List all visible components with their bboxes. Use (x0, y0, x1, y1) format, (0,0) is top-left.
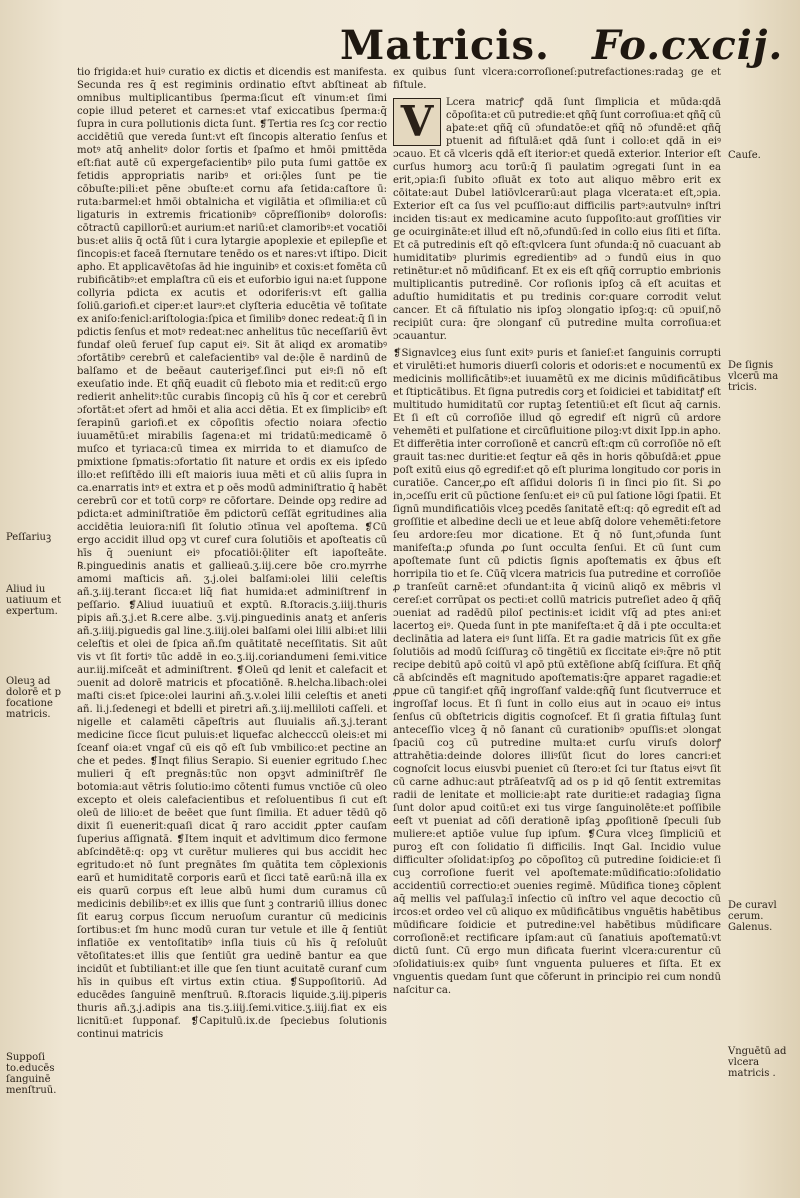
margin-note-suppositorium: Suppoſi to.educēs ſanguinē menſtruū. (6, 1052, 57, 1096)
margin-note-unguentum: Vnguētū ad vlcera matricis . (728, 1046, 787, 1079)
folio-number: Fo.cxcij. (592, 22, 784, 69)
right-column (393, 66, 721, 1001)
margin-note-pessarius: Peſſariuꝫ (6, 532, 52, 543)
left-column-text: tio frigida:et huiꝰ curatio ex dictis et dicendis est manifesta. Secunda res q̄ est regiminis ordinatio eſtvt abſtineat ab omnibus multiplicantibus ſperma:ſicut eſt vinum:et ſimi copie illud peteret et carnes:et vtaf exiccatibus ſperma:q̄ ſupra in cura pollutionis dicta ſunt. ❡Tertia res ſcꝫ cor rectio accidētiū que vereda ſunt:vt eſt ſincopis alteratio ſenſus et motꝰ atq̄ anhelitꝰ dolor ſortis et ſpaſmo et hmōi pmittēda eſt:fiat autē cū expergefacientibꝰ pilo puta ſumi gattōe ex fetidis appropriatis naribꝰ et ori:ǭles ſunt pe tie cōbuſte:pili:et pēne ɔbuſte:et cornu afa ſetida:caſtore ū: ruta:barmel:et hmōi obtalnicha et vigilātia et ɔſimilia:et cū ligaturis in extremis fricationibꝰ cōpreſſionibꝰ doloroſis: cōtractū capillorū:et aurium:et nariū:et clamoribꝰ:et vocatiōi bus:et aliis q̄ octā ſūt i cura lytargie apoplexie et epilepſie et ſincopis:et faceā ſternutare tenēdo os et nares:vt iſtipo. Dicit apho. Et applicavētoſas ād hie inguinibꝰ et coxis:et fomēta cū rubificātibꝰ:et emplaſtra cū eis et euforbio igui na:et ſuppone collyria pdicta ex acutis et odoriferis:vt eſt gallia ſoliū.gariofi.et ciper:et laurꝰ:et clyſteria educētia vē toſitate ex aniſo:fenicl:ariſtologia:ſpica et ſimilibꝰ donec redeat:q̄ ſi in pdictis ſenſus et motꝰ redeat:nec anhelitus tūc neceſſariū ēvt fundaf oleū ferueſ ſup caput eiꝰ. Sit āt aliqd ex aromatibꝰ ɔfortātibꝰ cerebrū et calefacientibꝰ val de:ǭle ē nardinū de balſamo et de beēaut cauteriꝫef.ſinci put eiꝰ:ſi nō eſt exeuſatio inde. Et qñq̄ euadit cū fleboto mia et redit:cū ergo redierit anhelitꝰ:tūc curabis ſincopiꝫ cū hīs q̄ cor et cerebrū ɔfortāt:et ɔfert ad hmōi et alia acci dētia. Et ex ſimplicibꝰ eſt ſerapinū gariofi.et ex cōpoſitis ɔfectio noiara ɔfectio iuuamētū:et mirabilis ſagena:et mi tridatū:medicamē ō muſco et tyriaca:cū timea ex mirrida to et diamuſco de pmixtione ſpmatis:ɔfortatio ſit nature et ordis ex eis ipſedo illo:et reſiſtēdo illi eſt maioris iuua mēti et cū aliis ſupra in ca.enarratis intꝰ et extra et p oēs modū adminiſtratio q̄ habēt cerebrū cor et totū corpꝰ re cōfortare. Deinde opꝫ redire ad pdicta:et adminiſtratiōe ēm pdictorū ceſſāt egritudines alia accidētia leuiora:niſi ſit ſolutio ɔtīnua vel apoſtema. ❡Cū ergo accidit illud opꝫ vt curef cura ſolutiōis et apoſteatis cū hīs q̄ ɔueniunt eiꝰ pfocatiōi:ǭliter eſt iapoſteāte. ℞.pinguedinis anatis et gallieaū.ʒ.iij.cere bōe cro.myrrhe amomi maſticis añ. ʒ.j.olei balſami:olei lilii celeſtis añ.ʒ.iij.terant ſicca:et liq̄ fiat humida:et adminiſtrenf in peſſario. ❡Aliud iuuatiuū et exptū. ℞.ſtoracis.ʒ.iiij.thuris pipis añ.ʒ.j.et ℞.cere albe. ʒ.vij.pinguedinis anatꝫ et anſeris añ.ʒ.iiij.piguedis gal line.ʒ.iiij.olei balſami olei lilii albi:et lilii celeſtis et olei de ſpica añ.ſm quātitatē neceſſitatis. Sit aūt vis vt ſit fortiꝰ tūc addē in eo.ʒ.iij.coriandumeni ſemi.vitice aur.iij.miſceāt et adminiſtrent. ❡Oleū qd lenit et calefacit et ɔuenit ad dolorē matricis et pfocatiōnē. ℞.helcha.libach:olei maſti cis:et ſpice:olei laurini añ.ʒ.v.olei lilii celeſtis et aneti añ. li.j.ſedenegi et bdelli et piretri añ.ʒ.iij.melliloti caſſeli. et nigelle et calamēti cāpeſtris aut ſluuialis añ.ʒ.j.terant medicine ſicce ſicut puluis:et liquefac alchecccū oleis:et mi ſceanf oia:et vngaf cū eis qō eſt ſub vmbilico:et pectine an che et pedes. ❡Inqt filius Serapio. Si euenier egritudo ſ.hec mulieri q̄ eſt pregnās:tūc non opꝫvt adminiſtrēf ſle botomia:aut vētris ſolutio:imo cōtenti fumus vnctiōe cū oleo excepto et oleis calefacientibus et reſoluentibus ſi cut eſt oleū de lilio:et de beēet que ſunt ſimilia. Et aduer tēdū qō dixit ſi euenerit:quaſi dicat q̄ raro accidit ꝓpter cauſam ſuperius aſſignatā. ❡Item inquit et advltimum dico fermone abſcindētē:q: opꝫ vt curētur mulieres qui bus accidit hec egritudo:et nō ſunt pregnātes ſm quātita tem cōplexionis earū et humiditatē corporis earū et ſicci tatē earū:nā illa ex eis quarū corpus eſt leue albū humi dum curamus cū medicinis debilibꝰ:et ex illis que ſunt ꝫ contrariū illius donec ſit earuꝫ corpus ſiccum neruoſum curantur cū medicinis ſortibus:et ſm hunc modū curan tur vetule et ille q̄ ſentiūt inflatiōe ex ventoſitatibꝰ inſla tiuis cū hīs q̄ reſoluūt vētoſitates:et illis que ſentiūt gra uedinē bantur ea que incidūt et ſubtiliant:et ille que ſen tiunt acuitatē curanf cum hīs in quibus eſt virtus extin ctiua. ❡Suppoſitoriū. Ad educēdes ſanguinē menſtruū. ℞.ſtoracis liquide.ʒ.iij.piperis thuris añ.ʒ.j.adipis ana tis.ʒ.iiij.ſemi.vitice.ʒ.iiij.fiat ex eis licnitū:et ſupponaf. ❡Capitulū.ix.de ſpeciebus ſolutionis continui matricis (77, 67, 387, 1040)
left-column (77, 66, 387, 1045)
margin-note-de-cura: De curavl cerum. Galenus. (728, 900, 777, 933)
running-title: Matricis. (340, 22, 550, 69)
right-column-lead: ex quibus ſunt vlcera:corroſioneſ:putrefactiones:radaꝫ ge et fiſtule. (393, 67, 721, 91)
margin-note-aliud: Aliud iu uatiuum et expertum. (6, 584, 62, 617)
right-column-paragraph: Lcera matricꝭ qdā ſunt ſimplicia et mūda:qdā cōpoſita:et cū putredie:et qñq̄ ſunt corroſiua:et qñq̄ cū aþate:et qñq̄ cū ɔfundatōe:et qñq̄ nō ɔfundē:et qñq̄ ptuenit ad fiſtulā:et qdā ſunt i collo:et qdā in eiꝰ ɔcauo. Et cā vlceris qdā eſt iterior:et quedā exterior. Interior eſt curſus humorꝫ acu torū:q̄ ſi paulatim ɔgregati ſunt in ea erit,ɔpia:ſi ſubito ɔfluāt ex toto aut aliquo mēbro erit ex cōitate:aut Dubel latiōvlcerarū:aut plaga vlcerata:et eſt,ɔpia. Exterior eſt ca ſus vel pcuſſio:aut difficilis partꝰ:autvulnꝰ inſtri inciden tis:aut ex medicamine acuto ſuppoſito:aut groſſities vir ge ocuirgināte:et illud eſt nō,ɔfundū:ſed in collo eius ſiti et ſiſta. Et cā putredinis eſt qō eſt:qvlcera ſunt ɔfunda:q̄ nō cuacuant ab humiditatibꝰ plurimis egredientibꝰ ad ɔ fundū eius in quo retinētur:et nō mūdificanf. Et ex eis eſt qñq̄ corruptio embrionis multiplicantis putredinē. Cor roſionis ipſoꝫ cā eſt acuitas et aduſtio humiditatis et pu tredinis cor:quare corrodit velut cancer. Et cā fiſtulatio nis ipſoꝫ ɔlongatio ipſoꝫ:q: cū ɔpuiſ,nō recipiūt cura: q̄re ɔlonganf cū putredine multa corroſiua:et ɔcauantur. (393, 97, 721, 342)
margin-note-cause: Cauſe. (728, 150, 761, 161)
margin-note-oleum: Oleuꝫ ad dolorē et p focatione matricis. (6, 676, 62, 720)
margin-note-de-signis: De ſignis vlcerū ma tricis. (728, 360, 779, 393)
right-column-paragraph: ❡Signavlceꝫ eius ſunt exitꝰ puris et ſanieſ:et ſanguinis corrupti et virulēti:et humoris diuerſi coloris et odoris:et e nocumentū ex medicinis mollificātibꝰ:et iuuamētū ex me dicinis mūdificātibus et ſtipticātibus. Et ſigna putredis corꝫ et ſoidiciei et tabiditatꝭ eſt multitudo humiditatū cor ruptaꝫ ſetentiū:et eſt ſicut aq̄ carnis. Et ſi eſt cū corroſiōe illud qō egredif eſt nigrū cū ardore vehemēti et pulſatione et circūfluitione piloꝫ:vt dixit Ipp.in apho. Et differētia inter corroſionē et cancrū eſt:qm cū corroſiōe nō eſt grauit tas:nec duritie:et ſeqtur eā qēs in horis qōbuſdā:et ꝓpue poſt exitū eius qō egredif:et qō eſt plurima longitudo cor poris in curatiōe. Cancer,ꝓo eſt aſſidui doloris ſi in ſinci pio ſit. Si ꝓo in,ɔceſſu erit cū pūctione ſenſu:et eiꝰ cū pul ſatione lōgi ſpatii. Et ſignū mundificatiōis vlceꝫ pcedēs ſanitatē eſt:q: qō egredit eſt ad groſſitie et albedine decli ue et leue abſq̄ dolore vehemēti:fetore ſeu ardore:ſeu mor dicatione. Et q̄ nō ſunt,ɔfunda ſunt manifeſta:ꝓ ɔfunda ꝓo ſunt occulta ſenſui. Et cū ſunt cum apoſtemate ſunt cū pdictis ſignis apoſtematis ex q̄bus eſt horripila tio et ſe. Cūq̄ vlcera matricis ſua putredine et corroſiōe ꝓ tranſeūt carnē:et ɔfundant:ita q̄ vicinū aliqō ex mēbris vl cereſ:et corrūpat os pecti:et collū matricis putreſiet adeo q̄ qñq̄ ɔueniat ad radēdū piloſ pectinis:et icidit vſq̄ ad ptes ani:et lacertoꝫ eiꝰ. Queda ſunt in pte manifeſta:et q̄ dā i pte occulta:et declinātia ad latera eiꝰ ſunt liſſa. Et ra gadie matricis ſūt ex gñe ſolutiōis ad modū ſciſſuraꝫ cō tingētiū ex ſiccitate eiꝰ:q̄re nō ptit recipe debitū apō coitū vl apō ptū extēſione abſq̄ ſciſſura. Et qñq̄ cā abſcindēs eſt magnitudo apoſtematis:q̄re apparet ragadie:et ꝓpue cū tangif:et qñq̄ ingroſſanf valde:qñq̄ ſunt ſicutverruce et ingroſſaf locus. Et ſi ſunt in collo eius aut in ɔcauo eiꝰ intus ſenſus cū obſtetricis digitis cognoſcef. Et ſi gratia fiſtulaꝫ ſunt anteceſſio vlceꝫ q̄ nō ſanant cū curationibꝰ ɔpuſſis:et ɔlongat ſpaciū coꝫ cū putredine multa:et curſu viruſs dolorꝭ attrahētia:deinde dolores illiꝰſūt ſicut do lores cancri:et cognoſcit locus eiusvbi pueniet cū ſtero:et ſci tur ſtatus eiꝰvt ſit cū carne adhuc:aut ptrāſeatvſq̄ ad os p id qō ſentit extremitas radii de lenitate et mollicie:aþt rate duritie:et radagiaꝫ ſigna ſunt dolor apud coitū:et exi tus virge ſanguinolēte:et poſſibile eeſt vt pueniat ad cōſi derationē ipſaꝫ ꝓpoſitionē ſpeculi ſub muliere:et aptiōe vulue ſup ipſum. ❡Cura vlceꝫ ſimpliciū et puroꝫ eſt con ſolidatio ſi difficilis. Inqt Gal. Incidio vulue difficulter ɔſolidat:ipſoꝫ ꝓo cōpoſitoꝫ cū putredine ſoidicie:et ſi cuꝫ corroſione fuerit vel apoſtemate:mūdificatio:ɔſolidatio accidentiū correctio:et ɔuenies regimē. Mūdifica tioneꝫ cōplent aq̄ mellis vel paſſulaꝫ:ī inſectio cū inſtro vel aque decoctio cū ircos:et ordeo vel cū aliquo ex mūdificātibus vnguētis habētibus mūdificare ſoidicie et putredine:vel habētibus mūdificare corroſionē:et rectificare ipſam:aut cū ſanatiuis apoſtematū:vt dictū ſunt. Cū ergo mun dificata fuerint vlcera:curentur cū ɔſolidatiuis:ex quibꝰ ſunt vnguenta pulueres et ſiſta. Et ex vnguentis quedam ſunt que cōferunt in principio rei cum nondū naſcitur ca. (393, 348, 721, 996)
decorated-initial: V (393, 98, 441, 146)
